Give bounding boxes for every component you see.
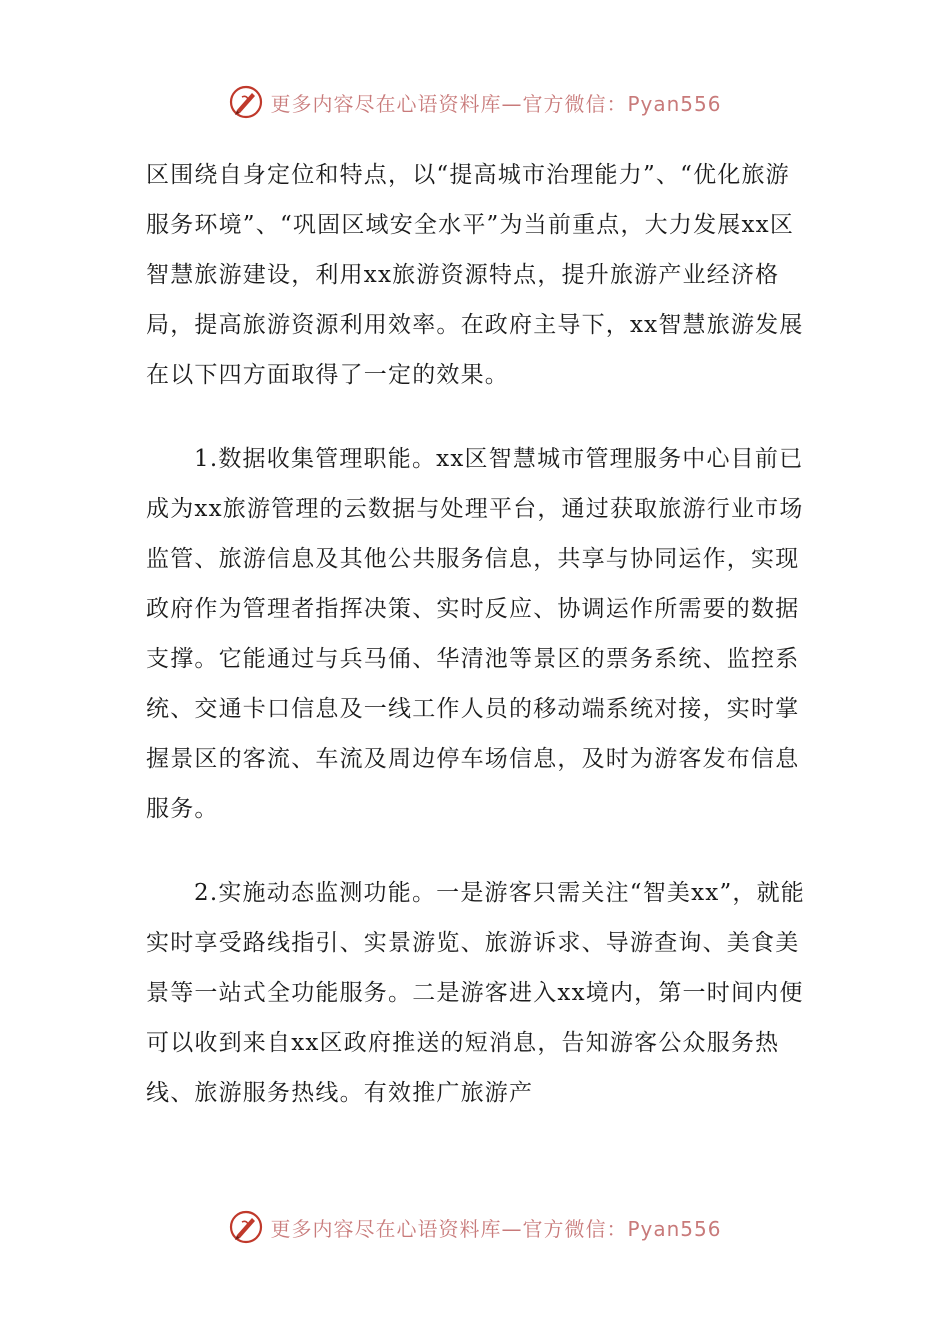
- document-body: [146, 150, 814, 1118]
- pen-circle-icon: [228, 1209, 264, 1245]
- pen-circle-icon: [228, 84, 264, 120]
- watermark-text: 更多内容尽在心语资料库—官方微信：Pyan556: [270, 91, 722, 116]
- paragraph: 区围绕自身定位和特点，以“提高城市治理能力”、“优化旅游服务环境”、“巩固区域安全水平”为当前重点，大力发展xx区智慧旅游建设，利用xx旅游资源特点，提升旅游产业经济格局，提高旅游资源利用效率。在政府主导下，xx智慧旅游发展在以下四方面取得了一定的效果。: [146, 162, 804, 388]
- footer-watermark: [0, 1209, 950, 1245]
- header-watermark: [0, 84, 950, 120]
- paragraph: 2.实施动态监测功能。一是游客只需关注“智美xx”，就能实时享受路线指引、实景游览、旅游诉求、导游查询、美食美景等一站式全功能服务。二是游客进入xx境内，第一时间内便可以收到来自xx区政府推送的短消息，告知游客公众服务热线、旅游服务热线。有效推广旅游产: [146, 880, 806, 1106]
- paragraph: 1.数据收集管理职能。xx区智慧城市管理服务中心目前已成为xx旅游管理的云数据与处理平台，通过获取旅游行业市场监管、旅游信息及其他公共服务信息，共享与协同运作，实现政府作为管理者指挥决策、实时反应、协调运作所需要的数据支撑。它能通过与兵马俑、华清池等景区的票务系统、监控系统、交通卡口信息及一线工作人员的移动端系统对接，实时掌握景区的客流、车流及周边停车场信息，及时为游客发布信息服务。: [146, 446, 804, 822]
- watermark-text: 更多内容尽在心语资料库—官方微信：Pyan556: [270, 1216, 722, 1241]
